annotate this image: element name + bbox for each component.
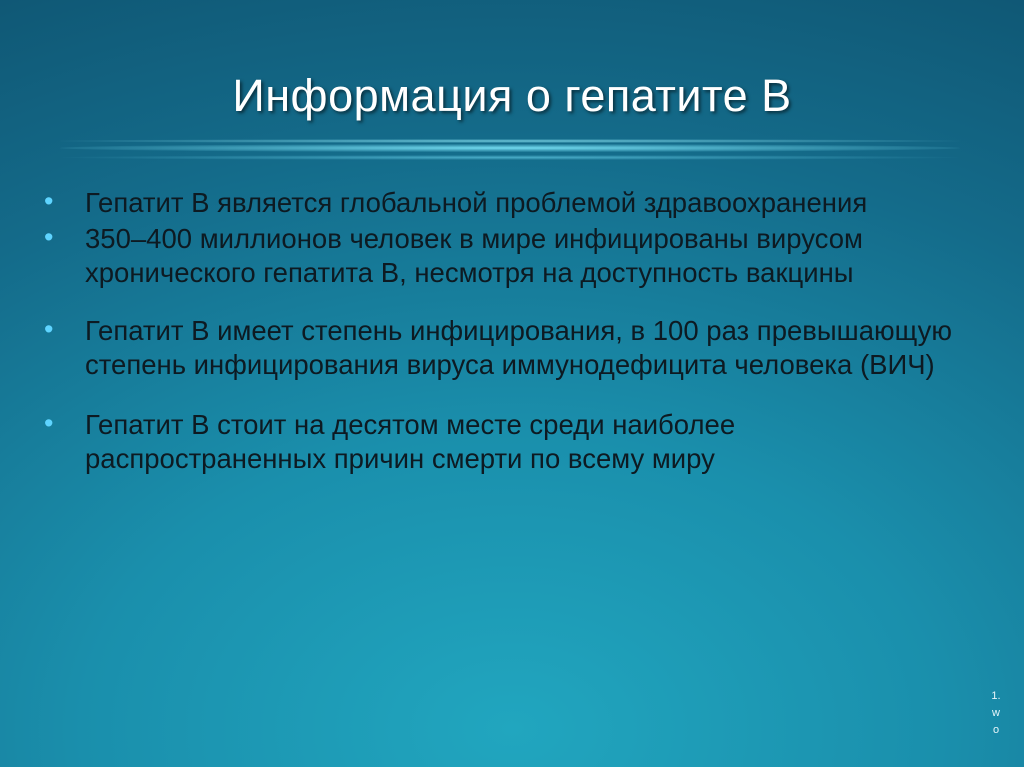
bullet-item [42, 314, 982, 382]
bullet-text: Гепатит В стоит на десятом месте среди наиболее распространенных причин смерти по всему миру [85, 409, 736, 474]
divider-line-top [60, 139, 960, 143]
bullet-text: Гепатит В имеет степень инфицирования, в 100 раз превышающую степень инфицирования вируса иммунодефицита человека (ВИЧ) [85, 315, 952, 380]
bullet-item [42, 222, 982, 290]
divider-line-middle [60, 144, 960, 152]
divider-line-bottom [60, 155, 960, 160]
title-divider [60, 139, 960, 165]
slide-footer-vertical-text: 1.wo [991, 690, 1001, 736]
bullet-marker-icon: • [44, 314, 54, 344]
bullet-marker-icon: • [44, 408, 54, 438]
slide-title: Информация о гепатите В [232, 70, 792, 121]
bullet-text: 350–400 миллионов человек в мире инфицированы вирусом хронического гепатита В, несмотря на доступность вакцины [85, 223, 863, 288]
bullet-text: Гепатит В является глобальной проблемой здравоохранения [85, 187, 868, 218]
bullet-marker-icon: • [44, 222, 54, 252]
bullet-item [42, 408, 982, 476]
bullet-list [42, 186, 982, 476]
bullet-item [42, 186, 982, 220]
bullet-marker-icon: • [44, 186, 54, 216]
